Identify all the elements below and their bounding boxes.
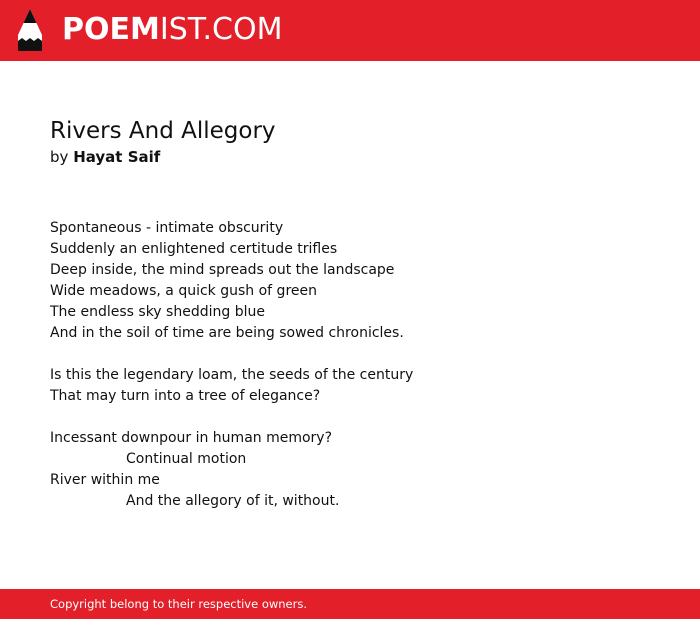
poem-line: Wide meadows, a quick gush of green <box>50 283 317 299</box>
poem-title: Rivers And Allegory <box>50 118 276 144</box>
poem-line-indented: Continual motion <box>126 451 247 467</box>
pencil-icon[interactable] <box>18 9 42 51</box>
poem-content <box>50 116 650 512</box>
poem-line: That may turn into a tree of elegance? <box>50 388 321 404</box>
footer-copyright: Copyright belong to their respective owners. <box>50 597 308 611</box>
site-logo[interactable] <box>62 12 282 48</box>
poem-line: The endless sky shedding blue <box>50 304 265 320</box>
poem-body <box>50 218 650 512</box>
site-footer <box>0 589 700 619</box>
by-label: by <box>50 148 69 166</box>
poem-author[interactable]: Hayat Saif <box>73 148 161 166</box>
poem-line: Suddenly an enlightened certitude trifles <box>50 241 338 257</box>
logo-text-light: IST.COM <box>159 12 283 47</box>
logo-text-strong: POEM <box>62 12 160 47</box>
poem-line: And in the soil of time are being sowed chronicles. <box>50 325 404 341</box>
poem-line-indented: And the allegory of it, without. <box>126 493 340 509</box>
poem-stanza-break <box>50 407 650 428</box>
poem-byline <box>50 146 650 168</box>
poem-line: Deep inside, the mind spreads out the landscape <box>50 262 395 278</box>
poem-stanza-break <box>50 344 650 365</box>
poem-line: Is this the legendary loam, the seeds of the century <box>50 367 414 383</box>
poem-line: Incessant downpour in human memory? <box>50 430 333 446</box>
poem-line: River within me <box>50 472 160 488</box>
site-header <box>0 0 700 61</box>
poem-line: Spontaneous - intimate obscurity <box>50 220 284 236</box>
